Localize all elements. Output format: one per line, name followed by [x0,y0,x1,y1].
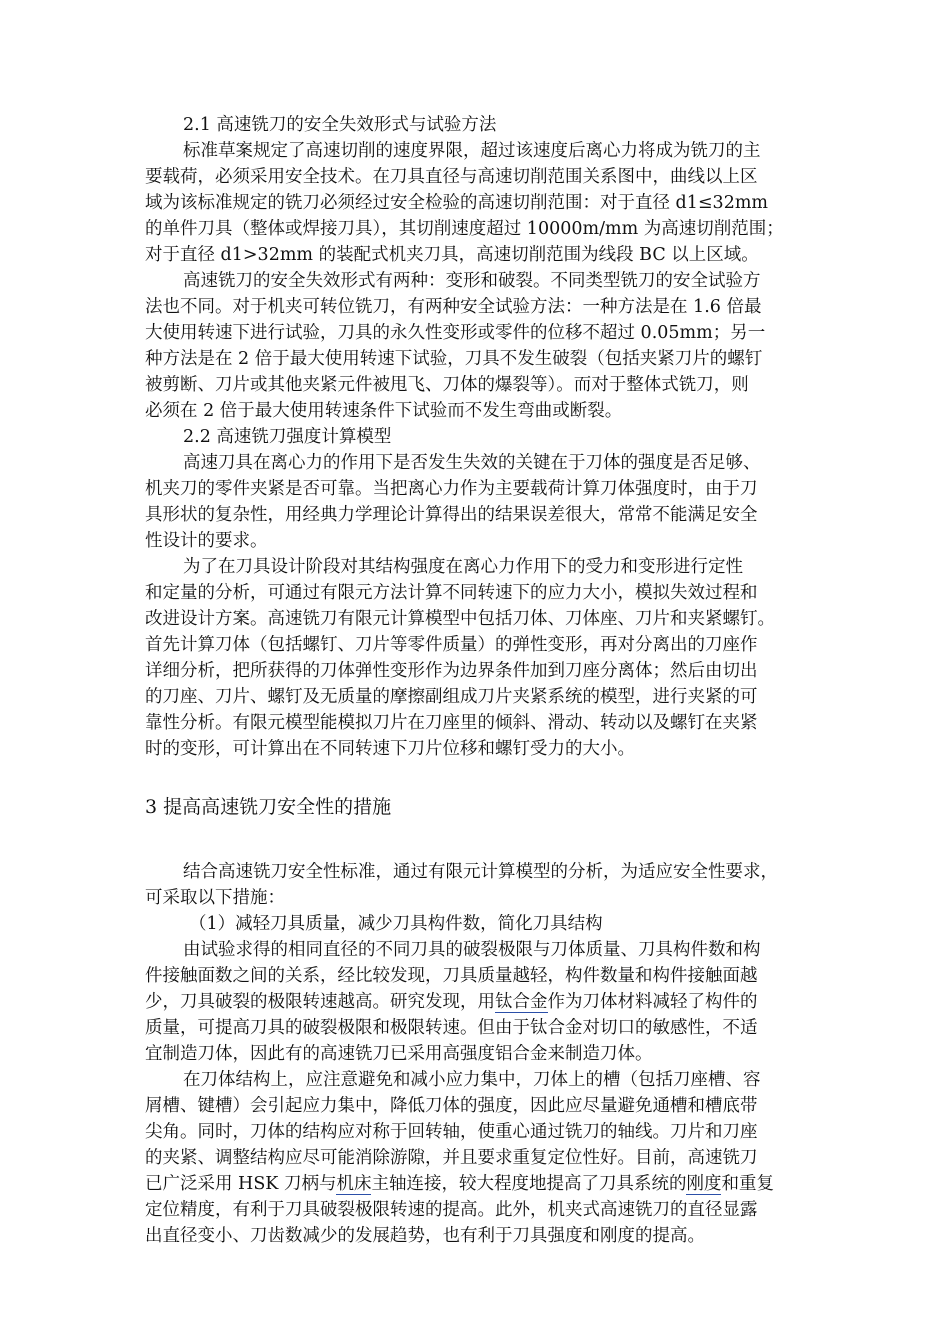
text-line: 对于直径 d1>32mm 的装配式机夹刀具，高速切削范围为线段 BC 以上区域。 [145,245,759,265]
section-2-2-paragraph-1 [145,450,811,554]
section-2-2-paragraph-2 [145,554,811,762]
text-line: 必须在 2 倍于最大使用转速条件下试验而不发生弯曲或断裂。 [145,401,623,421]
text-line: 的刀座、刀片、螺钉及无质量的摩擦副组成刀片夹紧系统的模型，进行夹紧的可 [145,687,758,707]
text-line: 的单件刀具（整体或焊接刀具），其切削速度超过 10000m/mm 为高速切削范围； [145,219,784,239]
section-2-1-paragraph-1 [145,138,811,268]
section-3-intro [145,859,811,911]
section-2-2-heading: 2.2 高速铣刀强度计算模型 [183,427,392,447]
text-line: 屑槽、键槽）会引起应力集中，降低刀体的强度，因此应尽量避免通槽和槽底带 [145,1096,758,1116]
section-2-1-heading: 2.1 高速铣刀的安全失效形式与试验方法 [183,115,497,135]
text-line: 大使用转速下进行试验，刀具的永久性变形或零件的位移不超过 0.05mm；另一 [145,323,766,343]
section-3-heading: 3 提高高速铣刀安全性的措施 [145,796,392,818]
text-line: 时的变形，可计算出在不同转速下刀片位移和螺钉受力的大小。 [145,739,635,759]
text-line-with-links [145,1171,811,1197]
text-line: 尖角。同时，刀体的结构应对称于回转轴，使重心通过铣刀的轴线。刀片和刀座 [145,1122,758,1142]
text-line: 改进设计方案。高速铣刀有限元计算模型中包括刀体、刀体座、刀片和夹紧螺钉。 [145,609,775,629]
text-line: 机夹刀的零件夹紧是否可靠。当把离心力作为主要载荷计算刀体强度时，由于刀 [145,479,758,499]
text-line: 为了在刀具设计阶段对其结构强度在离心力作用下的受力和变形进行定性 [183,557,743,577]
text-segment: 已广泛采用 HSK 刀柄与 [145,1174,337,1194]
text-line: 在刀体结构上，应注意避免和减小应力集中，刀体上的槽（包括刀座槽、容 [183,1070,761,1090]
text-line: 性设计的要求。 [145,531,268,551]
section-3-paragraph-b [145,1067,811,1249]
text-line: 可采取以下措施： [145,888,285,908]
section-3-paragraph-a [145,937,811,1067]
text-line: 定位精度，有利于刀具破裂极限转速的提高。此外，机夹式高速铣刀的直径显露 [145,1200,758,1220]
text-segment: 主轴连接，较大程度地提高了刀具系统的 [371,1174,687,1194]
text-line-with-link [145,989,811,1015]
machine-tool-link[interactable]: 机床 [336,1174,372,1194]
section-2-1-paragraph-2 [145,268,811,424]
text-line: 域为该标准规定的铣刀必须经过安全检验的高速切削范围：对于直径 d1≤32mm [145,193,769,213]
text-segment: 和重复 [721,1174,774,1194]
text-line: 首先计算刀体（包括螺钉、刀片等零件质量）的弹性变形，再对分离出的刀座作 [145,635,758,655]
text-line: 靠性分析。有限元模型能模拟刀片在刀座里的倾斜、滑动、转动以及螺钉在夹紧 [145,713,758,733]
text-segment: 作为刀体材料减轻了构件的 [547,992,758,1012]
text-line: 由试验求得的相同直径的不同刀具的破裂极限与刀体质量、刀具构件数和构 [183,940,761,960]
document-page [145,112,811,1249]
text-line: 结合高速铣刀安全性标准，通过有限元计算模型的分析，为适应安全性要求， [183,862,778,882]
text-line: 种方法是在 2 倍于最大使用转速下试验，刀具不发生破裂（包括夹紧刀片的螺钉 [145,349,763,369]
text-line: 要载荷，必须采用安全技术。在刀具直径与高速切削范围关系图中，曲线以上区 [145,167,758,187]
text-line: 具形状的复杂性，用经典力学理论计算得出的结果误差很大，常常不能满足安全 [145,505,758,525]
text-line: 件接触面数之间的关系，经比较发现，刀具质量越轻，构件数量和构件接触面越 [145,966,758,986]
text-line: 的夹紧、调整结构应尽可能消除游隙，并且要求重复定位性好。目前，高速铣刀 [145,1148,758,1168]
stiffness-link[interactable]: 刚度 [686,1174,722,1194]
text-segment: 少，刀具破裂的极限转速越高。研究发现，用 [145,992,495,1012]
text-line: 和定量的分析，可通过有限元方法计算不同转速下的应力大小，模拟失效过程和 [145,583,758,603]
text-line: 法也不同。对于机夹可转位铣刀，有两种安全试验方法：一种方法是在 1.6 倍最 [145,297,762,317]
titanium-alloy-link[interactable]: 钛合金 [495,992,548,1012]
text-line: 出直径变小、刀齿数减少的发展趋势，也有利于刀具强度和刚度的提高。 [145,1226,705,1246]
text-line: 标准草案规定了高速切削的速度界限，超过该速度后离心力将成为铣刀的主 [183,141,761,161]
text-line: 高速铣刀的安全失效形式有两种：变形和破裂。不同类型铣刀的安全试验方 [183,271,761,291]
text-line: 详细分析，把所获得的刀体弹性变形作为边界条件加到刀座分离体；然后由切出 [145,661,758,681]
text-line: 宜制造刀体，因此有的高速铣刀已采用高强度铝合金来制造刀体。 [145,1044,653,1064]
text-line: 质量，可提高刀具的破裂极限和极限转速。但由于钛合金对切口的敏感性，不适 [145,1018,758,1038]
text-line: 被剪断、刀片或其他夹紧元件被甩飞、刀体的爆裂等）。而对于整体式铣刀，则 [145,375,749,395]
measure-item-1: （1）减轻刀具质量，减少刀具构件数，简化刀具结构 [189,914,603,934]
text-line: 高速刀具在离心力的作用下是否发生失效的关键在于刀体的强度是否足够、 [183,453,761,473]
